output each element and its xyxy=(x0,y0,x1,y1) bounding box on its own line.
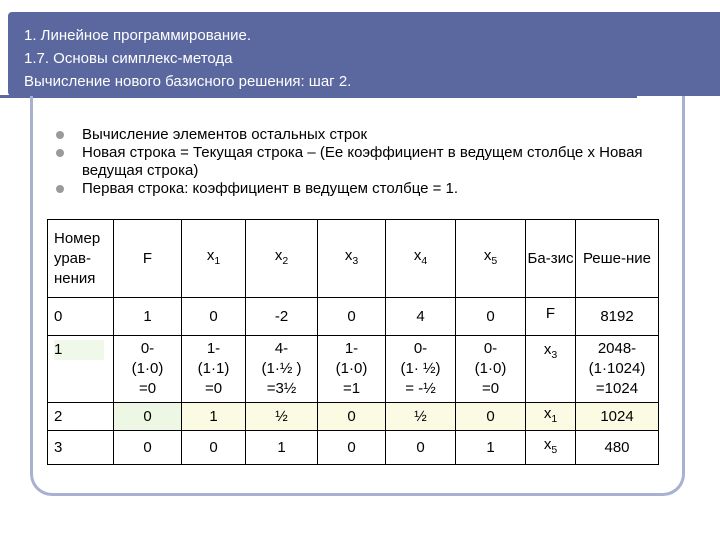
cell-x2: ½ xyxy=(246,403,318,431)
header-x3: $x_3$ xyxy=(318,220,386,298)
cell-x5: 0- (1·0) =0 xyxy=(456,336,526,403)
cell-x5: 1 xyxy=(456,431,526,465)
simplex-table xyxy=(47,219,659,465)
cell-solution: 480 xyxy=(576,431,659,465)
cell-x1: 1 xyxy=(182,403,246,431)
header-x2: $x_2$ xyxy=(246,220,318,298)
cell-solution: 1024 xyxy=(576,403,659,431)
table-header-row xyxy=(48,220,659,298)
cell-F: 0 xyxy=(114,403,182,431)
slide-title-bar xyxy=(8,12,720,96)
bullet-dot-icon xyxy=(56,131,64,139)
cell-basis: $x_5$ xyxy=(526,431,576,465)
cell-x4: 0- (1· ½) = -½ xyxy=(386,336,456,403)
header-x1: $x_1$ xyxy=(182,220,246,298)
cell-x2: 4- (1·½ ) =3½ xyxy=(246,336,318,403)
cell-x1: 1- (1·1) =0 xyxy=(182,336,246,403)
cell-basis: F xyxy=(526,298,576,336)
row-number: 1 xyxy=(48,336,114,403)
cell-x2: -2 xyxy=(246,298,318,336)
header-x4: $x_4$ xyxy=(386,220,456,298)
cell-x4: 0 xyxy=(386,431,456,465)
cell-F: 0 xyxy=(114,431,182,465)
cell-x4: ½ xyxy=(386,403,456,431)
cell-x3: 0 xyxy=(318,431,386,465)
row-number: 0 xyxy=(48,298,114,336)
slide-title-line-1: 1. Линейное программирование. xyxy=(24,27,252,44)
cell-x5: 0 xyxy=(456,298,526,336)
bullet-item: Первая строка: коэффициент в ведущем столбце = 1. xyxy=(56,180,696,198)
bullet-list xyxy=(56,126,696,198)
table-row xyxy=(48,431,659,465)
cell-x4: 4 xyxy=(386,298,456,336)
header-solution: Реше-ние xyxy=(576,220,659,298)
slide-title-line-2: 1.7. Основы симплекс-метода xyxy=(24,50,233,67)
row-number: 2 xyxy=(48,403,114,431)
cell-x3: 0 xyxy=(318,403,386,431)
cell-x5: 0 xyxy=(456,403,526,431)
table-row xyxy=(48,298,659,336)
header-row-number: Номер урав-нения xyxy=(48,220,114,298)
cell-solution: 8192 xyxy=(576,298,659,336)
cell-basis: $x_3$ xyxy=(526,336,576,403)
bullet-item: Вычисление элементов остальных строк xyxy=(56,126,696,144)
bullet-dot-icon xyxy=(56,149,64,157)
table-row xyxy=(48,403,659,431)
cell-F: 0- (1·0) =0 xyxy=(114,336,182,403)
bullet-item: Новая строка = Текущая строка – (Ее коэффициент в ведущем столбце х Новая ведущая строка) xyxy=(56,144,696,180)
cell-basis: $x_1$ xyxy=(526,403,576,431)
cell-x3: 1- (1·0) =1 xyxy=(318,336,386,403)
slide-title-line-3: Вычисление нового базисного решения: шаг 2. xyxy=(24,73,352,90)
table-row xyxy=(48,336,659,403)
cell-x3: 0 xyxy=(318,298,386,336)
cell-x1: 0 xyxy=(182,431,246,465)
cell-solution: 2048- (1·1024) =1024 xyxy=(576,336,659,403)
header-basis: Ба-зис xyxy=(526,220,576,298)
cell-F: 1 xyxy=(114,298,182,336)
bullet-dot-icon xyxy=(56,185,64,193)
row-number: 3 xyxy=(48,431,114,465)
header-F: F xyxy=(114,220,182,298)
cell-x1: 0 xyxy=(182,298,246,336)
header-x5: $x_5$ xyxy=(456,220,526,298)
cell-x2: 1 xyxy=(246,431,318,465)
